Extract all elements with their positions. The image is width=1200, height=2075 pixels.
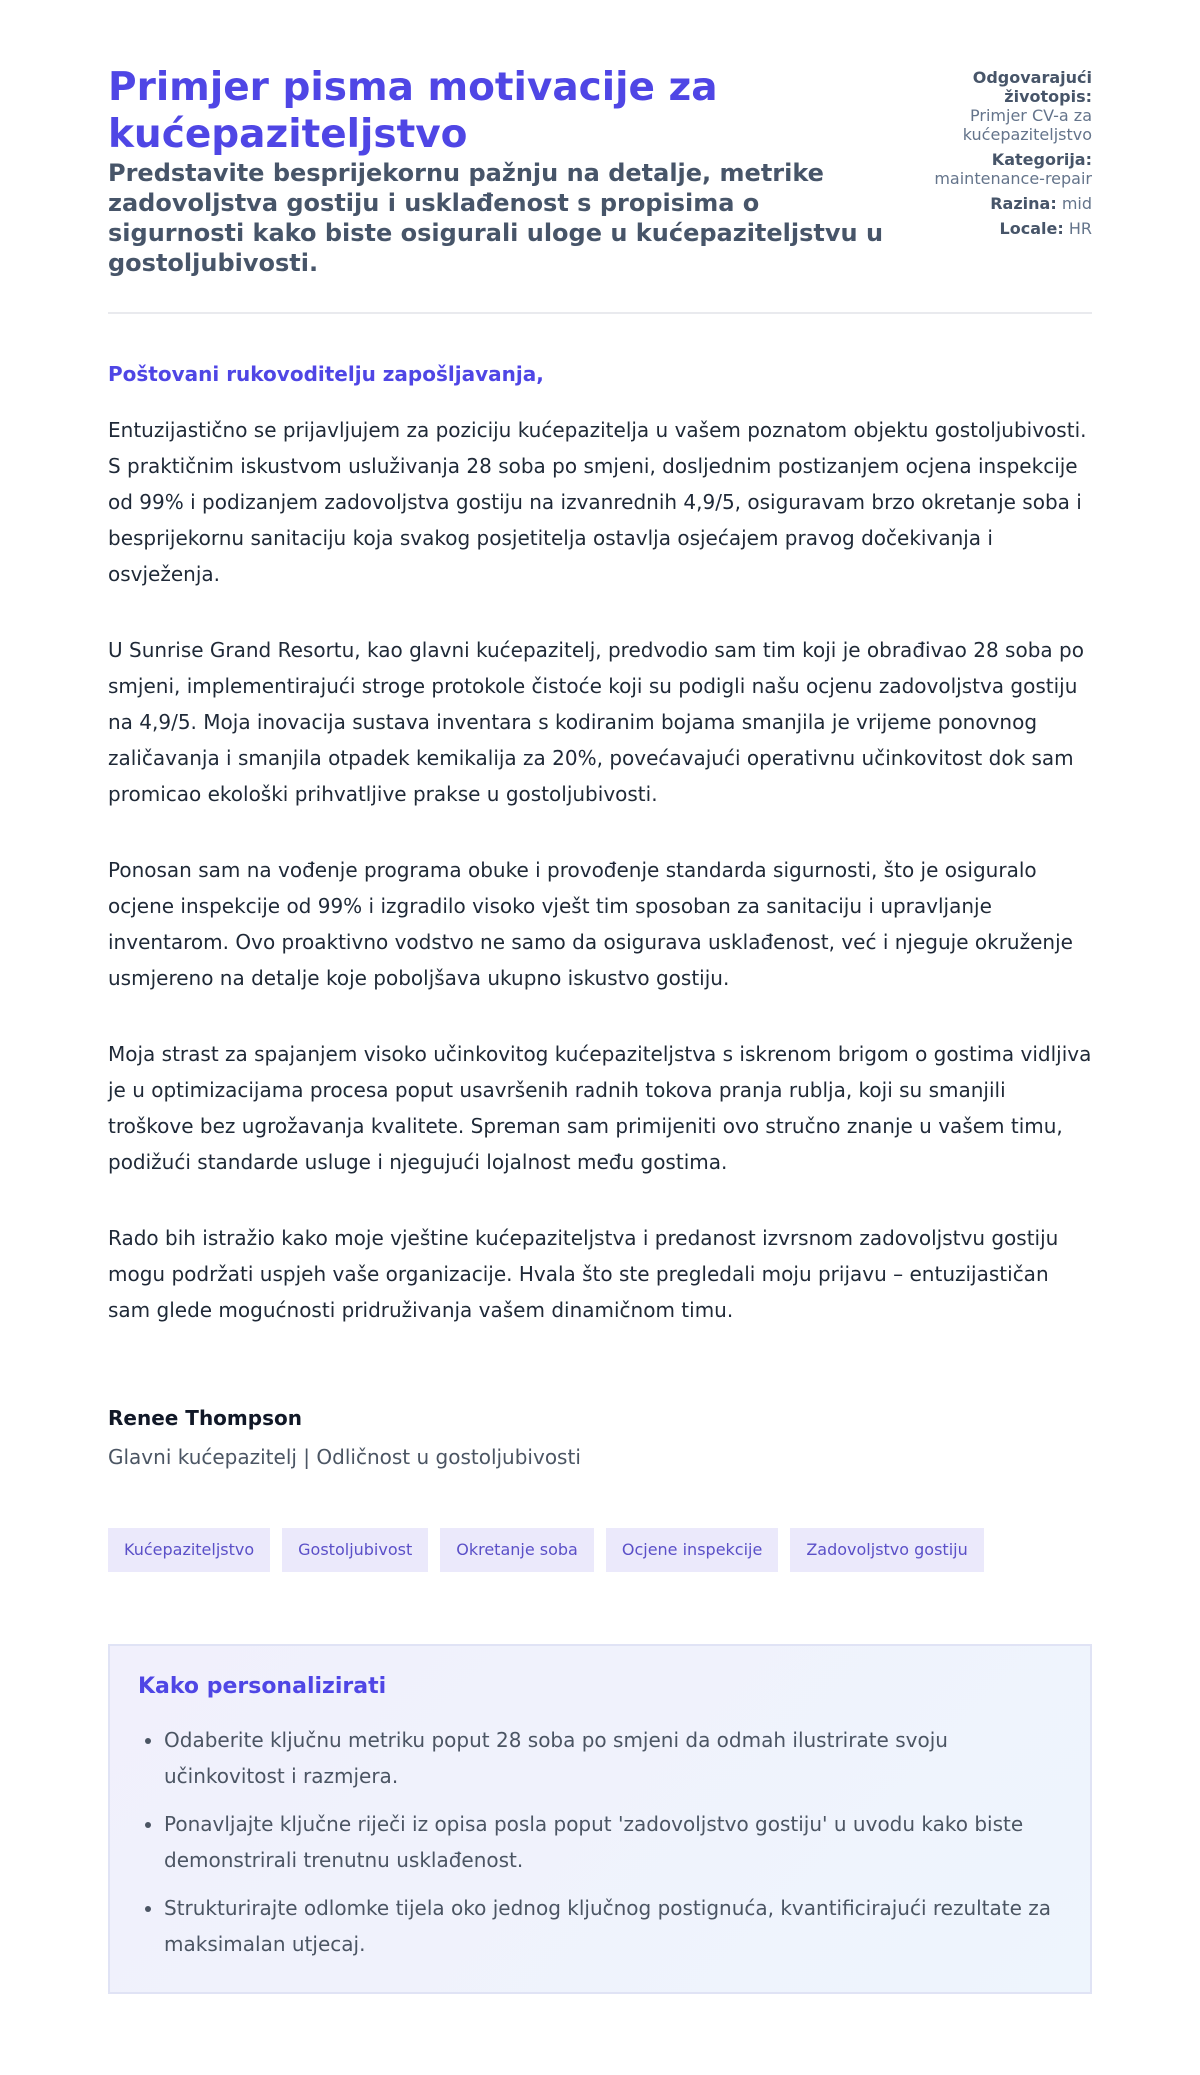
page-header bbox=[108, 64, 1092, 314]
letter-paragraph: Moja strast za spajanjem visoko učinkovitog kućepaziteljstva s iskrenom brigom o gostima vidljiva je u optimizacijama procesa poput usavršenih radnih tokova pranja rublja, koji su smanjili troškove bez ugrožavanja kvalitete. Spreman sam primijeniti ovo stručno znanje u vašem timu, podižući standarde usluge i njegujući lojalnost među gostima. bbox=[108, 1042, 1092, 1174]
letter-paragraph: Ponosan sam na vođenje programa obuke i provođenje standarda sigurnosti, što je osiguralo ocjene inspekcije od 99% i izgradilo visoko vješt tim sposoban za sanitaciju i upravljanje inventarom. Ovo proaktivno vodstvo ne samo da osigurava usklađenost, već i njeguje okruženje usmjereno na detalje koje poboljšava ukupno iskustvo gostiju. bbox=[108, 858, 1073, 990]
header-titles bbox=[108, 64, 898, 278]
signature bbox=[108, 1404, 1092, 1472]
tag: Zadovoljstvo gostiju bbox=[790, 1528, 983, 1572]
meta-resume bbox=[912, 68, 1092, 144]
page-title: Primjer pisma motivacije za kućepaziteljstvo bbox=[108, 65, 718, 157]
personalization-tips bbox=[108, 1644, 1092, 1994]
meta-level bbox=[912, 194, 1092, 213]
tag-list bbox=[108, 1528, 1092, 1572]
tag: Ocjene inspekcije bbox=[606, 1528, 778, 1572]
meta-resume-value: Primjer CV-a za kućepaziteljstvo bbox=[962, 106, 1092, 144]
signature-name: Renee Thompson bbox=[108, 1406, 302, 1430]
letter-paragraph: U Sunrise Grand Resortu, kao glavni kućepazitelj, predvodio sam tim koji je obrađivao 28 soba po smjeni, implementirajući stroge protokole čistoće koji su podigli našu ocjenu zadovoljstva gostiju na 4,9/5. Moja inovacija sustava inventara s kodiranim bojama smanjila je vrijeme ponovnog zaličavanja i smanjila otpadek kemikalija za 20%, povećavajući operativnu učinkovitost dok sam promicao ekološki prihvatljive prakse u gostoljubivosti. bbox=[108, 638, 1084, 806]
letter-paragraph: Entuzijastično se prijavljujem za poziciju kućepazitelja u vašem poznatom objektu gostoljubivosti. S praktičnim iskustvom usluživanja 28 soba po smjeni, dosljednim postizanjem ocjena inspekcije od 99% i podizanjem zadovoljstva gostiju na izvanrednih 4,9/5, osiguravam brzo okretanje soba i besprijekornu sanitaciju koja svakog posjetitelja ostavlja osjećajem pravog dočekivanja i osvježenja. bbox=[108, 418, 1087, 586]
signature-title: Glavni kućepazitelj | Odličnost u gostoljubivosti bbox=[108, 1445, 581, 1469]
letter-paragraph: Rado bih istražio kako moje vještine kućepaziteljstva i predanost izvrsnom zadovoljstvu gostiju mogu podržati uspjeh vaše organizacije. Hvala što ste pregledali moju prijavu – entuzijastičan sam glede mogućnosti pridruživanja vašem dinamičnom timu. bbox=[108, 1226, 1059, 1322]
meta-level-value: mid bbox=[1061, 194, 1092, 213]
meta-category bbox=[912, 150, 1092, 188]
tag: Kućepaziteljstvo bbox=[108, 1528, 270, 1572]
meta-panel bbox=[912, 68, 1092, 244]
tip-item: • Ponavljajte ključne riječi iz opisa posla poput 'zadovoljstvo gostiju' u uvodu kako biste demonstrirali trenutnu usklađenost. bbox=[164, 1806, 1062, 1878]
meta-locale-value: HR bbox=[1068, 219, 1092, 238]
meta-locale bbox=[912, 219, 1092, 238]
tag: Okretanje soba bbox=[440, 1528, 594, 1572]
letter-body bbox=[108, 360, 1092, 1328]
tip-item: • Odaberite ključnu metriku poput 28 soba po smjeni da odmah ilustrirate svoju učinkovitost i razmjera. bbox=[164, 1722, 1062, 1794]
meta-level-label: Razina: bbox=[990, 194, 1057, 213]
tips-title: Kako personalizirati bbox=[138, 1674, 387, 1699]
page-subtitle: Predstavite besprijekornu pažnju na detalje, metrike zadovoljstva gostiju i usklađenost s propisima o sigurnosti kako biste osigurali uloge u kućepaziteljstvu u gostoljubivosti. bbox=[108, 159, 884, 277]
meta-resume-label: Odgovarajući životopis: bbox=[972, 68, 1092, 106]
meta-category-label: Kategorija: bbox=[991, 150, 1092, 169]
meta-locale-label: Locale: bbox=[999, 219, 1064, 238]
meta-category-value: maintenance-repair bbox=[934, 169, 1092, 188]
letter-greeting: Poštovani rukovoditelju zapošljavanja, bbox=[108, 362, 544, 386]
tip-item: • Strukturirajte odlomke tijela oko jednog ključnog postignuća, kvantificirajući rezultate za maksimalan utjecaj. bbox=[164, 1890, 1062, 1962]
tips-list bbox=[138, 1722, 1062, 1962]
tag: Gostoljubivost bbox=[282, 1528, 428, 1572]
